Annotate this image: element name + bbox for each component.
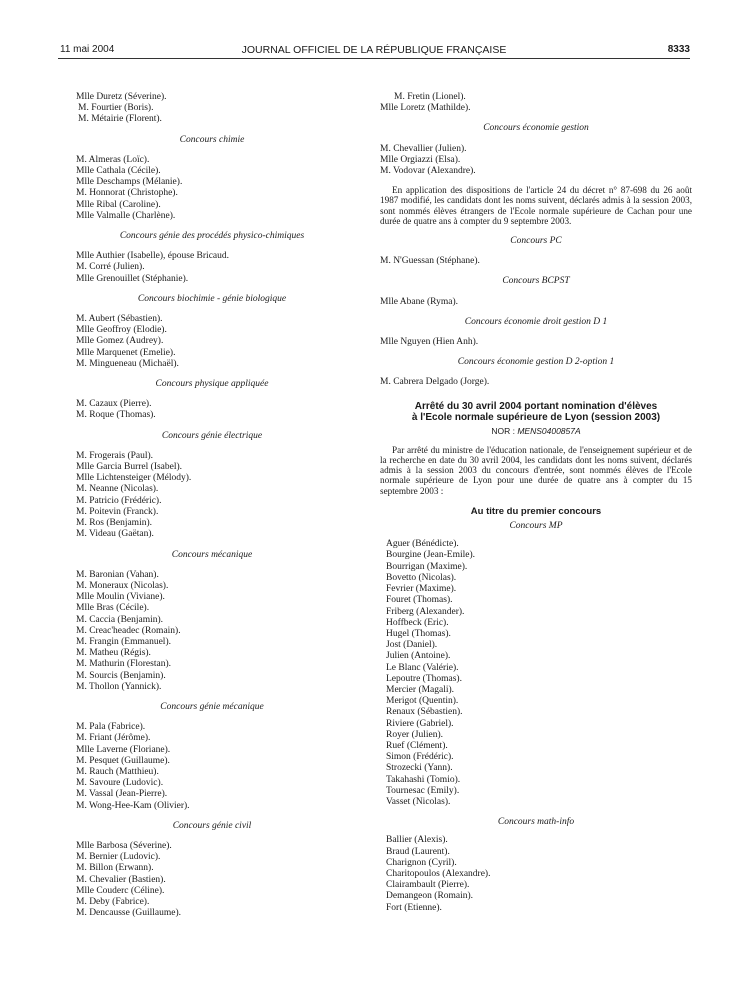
list-item: M. Dencausse (Guillaume). xyxy=(76,908,181,919)
list-item: Julien (Antoine). xyxy=(386,651,451,662)
list-item: Royer (Julien). xyxy=(386,729,443,740)
list-item: Mlle Valmalle (Charlène). xyxy=(76,210,176,221)
list-item: Mlle Deschamps (Mélanie). xyxy=(76,177,183,188)
list-item: Charignon (Cyril). xyxy=(386,857,457,868)
section-genie-procedes xyxy=(76,231,348,285)
section-mp xyxy=(380,521,692,808)
section-math-info xyxy=(380,817,692,914)
list-item: Clairambault (Pierre). xyxy=(386,880,470,891)
list-item: M. Frogerais (Paul). xyxy=(76,450,154,461)
list-item: M. Fretin (Lionel). xyxy=(394,92,466,102)
list-item: M. Friant (Jérôme). xyxy=(76,733,151,744)
list-item: Vasset (Nicolas). xyxy=(386,796,451,807)
section-economie-droit-gestion xyxy=(380,317,692,348)
list-item: M. Patricio (Frédéric). xyxy=(76,495,162,506)
list-item: M. Fourtier (Boris). xyxy=(78,103,154,114)
section-heading: Concours MP xyxy=(509,521,563,532)
list-item: M. Chevalier (Bastien). xyxy=(76,874,166,885)
list-item: Mlle Orgiazzi (Elsa). xyxy=(380,154,461,165)
section-heading: Concours biochimie - génie biologique xyxy=(137,293,287,304)
nor-reference xyxy=(380,426,692,437)
list-item: M. Deby (Fabrice). xyxy=(76,896,150,907)
page-date: 11 mai 2004 xyxy=(60,44,115,55)
list-item: M. Moneraux (Nicolas). xyxy=(76,580,169,591)
list-item: Hugel (Thomas). xyxy=(386,628,451,639)
header-rule xyxy=(58,58,690,59)
list-item: M. Vassal (Jean-Pierre). xyxy=(76,789,168,800)
list-item: M. Neanne (Nicolas). xyxy=(76,484,159,495)
list-item: Hoffbeck (Eric). xyxy=(386,617,449,628)
list-item: M. Almeras (Loïc). xyxy=(76,154,150,165)
list-item: M. Matheu (Régis). xyxy=(76,648,151,659)
list-item: M. Sourcis (Benjamin). xyxy=(76,670,166,681)
list-item: M. Videau (Gaëtan). xyxy=(76,529,154,540)
list-item: Braud (Laurent). xyxy=(386,846,450,857)
section-heading: Concours économie gestion D 2-option 1 xyxy=(457,357,615,368)
section-heading: Concours PC xyxy=(510,236,562,247)
section-heading: Concours économie droit gestion D 1 xyxy=(464,316,608,327)
list-item: Tournesac (Emily). xyxy=(386,785,460,796)
section-heading: Concours mécanique xyxy=(171,549,253,560)
section-economie-gestion-d2 xyxy=(380,357,692,388)
list-item: M. Aubert (Sébastien). xyxy=(76,314,163,325)
list-item: Bourgine (Jean-Emile). xyxy=(386,550,475,561)
list-item: M. Honnorat (Christophe). xyxy=(76,188,178,199)
list-item: Fevrier (Maxime). xyxy=(386,584,457,595)
arrete-title xyxy=(380,401,692,424)
list-item: M. Mathurin (Florestan). xyxy=(76,659,171,670)
list-item: M. Savoure (Ludovic). xyxy=(76,778,164,789)
list-item: Mlle Cathala (Cécile). xyxy=(76,166,161,177)
list-item: Demangeon (Romain). xyxy=(386,891,474,902)
top-entries xyxy=(380,92,692,114)
section-heading: Concours génie des procédés physico-chimiques xyxy=(119,231,305,242)
list-item: Lepoutre (Thomas). xyxy=(386,673,462,684)
list-item: Mlle Nguyen (Hien Anh). xyxy=(380,337,479,348)
list-item: Charitopoulos (Alexandre). xyxy=(386,868,491,879)
list-item: Mlle Grenouillet (Stéphanie). xyxy=(76,273,189,284)
page-number: 8333 xyxy=(667,44,690,55)
list-item: M. Cabrera Delgado (Jorge). xyxy=(380,377,490,388)
arrete-title-line: à l'Ecole normale supérieure de Lyon (session 2003) xyxy=(411,412,661,424)
section-genie-mecanique xyxy=(76,702,348,812)
list-item: M. Ros (Benjamin). xyxy=(76,518,152,529)
section-heading: Concours chimie xyxy=(179,134,245,145)
list-item: Riviere (Gabriel). xyxy=(386,718,454,729)
list-item: M. Thollon (Yannick). xyxy=(76,681,162,692)
names-list xyxy=(380,835,692,913)
list-item: Strozecki (Yann). xyxy=(386,763,453,774)
list-item: Mlle Loretz (Mathilde). xyxy=(380,103,471,114)
list-item: M. N'Guessan (Stéphane). xyxy=(380,256,480,267)
list-item: M. Chevallier (Julien). xyxy=(380,143,467,154)
list-item: M. Pala (Fabrice). xyxy=(76,722,146,733)
list-item: Renaux (Sébastien). xyxy=(386,707,463,718)
list-item: Mlle Laverne (Floriane). xyxy=(76,744,171,755)
arrete-block xyxy=(380,401,692,914)
list-item: Fouret (Thomas). xyxy=(386,595,453,606)
list-item: M. Vodovar (Alexandre). xyxy=(380,166,476,177)
list-item: M. Caccia (Benjamin). xyxy=(76,614,164,625)
nor-code: MENS0400857A xyxy=(517,425,581,436)
list-item: Mlle Garcia Burrel (Isabel). xyxy=(76,462,183,473)
list-item: Mlle Duretz (Séverine). xyxy=(76,92,167,102)
list-item: Mlle Bras (Cécile). xyxy=(76,603,150,614)
right-column xyxy=(380,92,692,914)
list-item: Merigot (Quentin). xyxy=(386,696,459,707)
list-item: M. Wong-Hee-Kam (Olivier). xyxy=(76,800,190,811)
list-item: Fort (Etienne). xyxy=(386,902,442,913)
list-item: Aguer (Bénédicte). xyxy=(386,539,459,550)
section-pc xyxy=(380,236,692,267)
list-item: Takahashi (Tomio). xyxy=(386,774,461,785)
list-item: M. Poitevin (Franck). xyxy=(76,506,159,517)
list-item: M. Rauch (Matthieu). xyxy=(76,766,159,777)
list-item: Simon (Frédéric). xyxy=(386,752,454,763)
section-heading: Concours économie gestion xyxy=(483,123,589,134)
list-item: Mlle Couderc (Céline). xyxy=(76,885,165,896)
nor-label: NOR : xyxy=(491,425,515,436)
section-heading: Concours BCPST xyxy=(502,276,570,287)
section-genie-civil xyxy=(76,821,348,920)
list-item: Mercier (Magali). xyxy=(386,684,455,695)
list-item: M. Creac'headec (Romain). xyxy=(76,625,181,636)
left-column xyxy=(76,92,348,919)
list-item: Mlle Authier (Isabelle), épouse Bricaud. xyxy=(76,251,230,262)
section-heading: Concours génie civil xyxy=(172,820,252,831)
section-physique-appliquee xyxy=(76,379,348,422)
section-heading: Concours génie électrique xyxy=(161,430,263,441)
decree-paragraph: En application des dispositions de l'article 24 du décret n° 87-698 du 26 août 1987 modifié, les candidats dont les noms suivent, déclarés admis à la session 2003, sont nommés élèves étrangers de l'Ecole normale supérieure de Cachan pour une durée de quatre ans à compter du 9 septembre 2003. xyxy=(380,185,692,226)
journal-title: JOURNAL OFFICIEL DE LA RÉPUBLIQUE FRANÇAISE xyxy=(241,44,507,56)
section-genie-electrique xyxy=(76,431,348,541)
list-item: Jost (Daniel). xyxy=(386,640,438,651)
list-item: Mlle Geoffroy (Elodie). xyxy=(76,325,167,336)
section-mecanique xyxy=(76,550,348,693)
names-list xyxy=(380,539,692,808)
section-heading: Concours math-info xyxy=(497,817,575,828)
section-heading: Concours génie mécanique xyxy=(160,701,264,712)
list-item: Ruef (Clément). xyxy=(386,740,448,751)
list-item: M. Roque (Thomas). xyxy=(76,410,156,421)
list-item: M. Cazaux (Pierre). xyxy=(76,399,152,410)
section-biochimie xyxy=(76,294,348,370)
list-item: M. Pesquet (Guillaume). xyxy=(76,755,170,766)
section-chimie xyxy=(76,135,348,222)
list-item: Bourrigan (Maxime). xyxy=(386,561,468,572)
list-item: Mlle Abane (Ryma). xyxy=(380,296,458,307)
section-bcpst xyxy=(380,276,692,307)
list-item: M. Mingueneau (Michaël). xyxy=(76,358,179,369)
list-item: M. Billon (Erwann). xyxy=(76,863,154,874)
list-item: Mlle Gomez (Audrey). xyxy=(76,336,164,347)
list-item: M. Corré (Julien). xyxy=(76,262,145,273)
list-item: Mlle Barbosa (Séverine). xyxy=(76,840,172,851)
arrete-title-line: Arrêté du 30 avril 2004 portant nomination d'élèves xyxy=(414,400,658,412)
list-item: M. Baronian (Vahan). xyxy=(76,569,159,580)
arrete-paragraph: Par arrêté du ministre de l'éducation nationale, de l'enseignement supérieur et de la recherche en date du 30 avril 2004, les candidats dont les noms suivent, déclarés admis à la session 2003 du concours d'entrée, sont nommés élèves de l'Ecole normale supérieure de Lyon pour une durée de quatre ans à compter du 15 septembre 2003 : xyxy=(380,444,692,496)
list-item: M. Frangin (Emmanuel). xyxy=(76,636,171,647)
list-item: Mlle Moulin (Viviane). xyxy=(76,592,165,603)
list-item: Mlle Ribal (Caroline). xyxy=(76,199,161,210)
list-item: Friberg (Alexander). xyxy=(386,606,465,617)
top-entries xyxy=(76,92,348,126)
section-economie-gestion xyxy=(380,123,692,177)
list-item: Bovetto (Nicolas). xyxy=(386,572,457,583)
list-item: Mlle Marquenet (Emelie). xyxy=(76,347,176,358)
list-item: Mlle Lichtensteiger (Mélody). xyxy=(76,473,192,484)
list-item: Ballier (Alexis). xyxy=(386,835,448,846)
list-item: Le Blanc (Valérie). xyxy=(386,662,459,673)
arrete-subtitle: Au titre du premier concours xyxy=(470,505,602,517)
list-item: M. Métairie (Florent). xyxy=(78,114,162,125)
list-item: M. Bernier (Ludovic). xyxy=(76,852,161,863)
section-heading: Concours physique appliquée xyxy=(155,379,269,390)
